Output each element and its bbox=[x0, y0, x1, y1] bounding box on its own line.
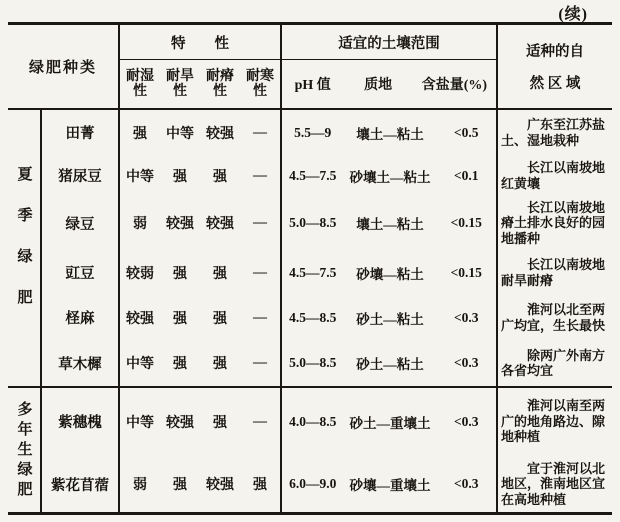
salt-content: <0.3 bbox=[453, 413, 479, 429]
section-group-label-cell bbox=[8, 388, 42, 513]
section-group-label: 夏季绿肥 bbox=[15, 166, 32, 330]
soil-texture: 砂壤—重壤土 bbox=[349, 478, 431, 493]
crop-name: 紫穗槐 bbox=[42, 388, 120, 455]
region-text: 长江以南坡地红黄壤 bbox=[501, 160, 606, 191]
region-text: 淮河以北至两广均宜，生长最快 bbox=[501, 302, 606, 333]
trait-moisture: 中等 bbox=[126, 357, 154, 373]
crop-name: 绿豆 bbox=[42, 195, 120, 251]
trait-values bbox=[120, 195, 282, 251]
trait-drought: 强 bbox=[173, 266, 187, 282]
region-cell bbox=[498, 251, 612, 295]
trait-drought: 强 bbox=[173, 311, 187, 327]
region-cell bbox=[498, 388, 612, 455]
salt-content: <0.3 bbox=[453, 309, 479, 325]
trait-moisture: 强 bbox=[133, 126, 147, 142]
soil-values bbox=[282, 388, 498, 455]
ph-range: 5.0—8.5 bbox=[289, 355, 337, 371]
region-text: 淮河以南至两广的地角路边、隙地种植 bbox=[501, 398, 606, 445]
table-row-zihuamuxu bbox=[42, 455, 612, 513]
trait-barren: 强 bbox=[213, 266, 227, 282]
trait-drought: 中等 bbox=[166, 126, 194, 142]
region-cell bbox=[498, 340, 612, 386]
trait-moisture: 弱 bbox=[133, 217, 147, 233]
trait-barren: 较强 bbox=[206, 478, 234, 493]
ph-range: 5.5—9 bbox=[294, 124, 332, 140]
ph-range: 4.0—8.5 bbox=[289, 413, 337, 429]
header-col-cold-tolerance: 耐寒性 bbox=[246, 69, 274, 99]
trait-barren: 强 bbox=[213, 169, 227, 185]
trait-drought: 强 bbox=[173, 357, 187, 373]
trait-cold: — bbox=[253, 167, 267, 183]
trait-moisture: 中等 bbox=[126, 169, 154, 185]
region-text: 长江以南坡地耐旱耐瘠 bbox=[501, 257, 606, 288]
soil-texture: 砂壤土—粘土 bbox=[349, 169, 431, 185]
ph-range: 5.0—8.5 bbox=[289, 215, 337, 231]
trait-drought: 较强 bbox=[166, 217, 194, 233]
header-soil-subrow bbox=[282, 60, 496, 108]
header-region-line1: 适种的自 bbox=[526, 44, 584, 60]
trait-values bbox=[120, 455, 282, 513]
ph-range: 6.0—9.0 bbox=[289, 476, 337, 491]
trait-drought: 强 bbox=[173, 169, 187, 185]
header-traits-subrow bbox=[120, 60, 280, 108]
region-text: 除两广外南方各省均宜 bbox=[501, 347, 606, 379]
trait-cold: — bbox=[253, 124, 267, 140]
crop-name: 豇豆 bbox=[42, 251, 120, 295]
section-rows bbox=[42, 388, 612, 513]
trait-values bbox=[120, 156, 282, 196]
header-traits-title: 特 性 bbox=[120, 25, 280, 60]
continued-marker: (续) bbox=[558, 6, 588, 23]
trait-cold: — bbox=[253, 309, 267, 325]
crop-name: 紫花苜蓿 bbox=[42, 455, 120, 513]
ph-range: 4.5—8.5 bbox=[289, 309, 337, 325]
trait-moisture: 较弱 bbox=[126, 266, 154, 282]
salt-content: <0.5 bbox=[453, 124, 479, 140]
soil-values bbox=[282, 251, 498, 295]
salt-content: <0.3 bbox=[453, 476, 479, 491]
soil-texture: 砂土—粘土 bbox=[356, 311, 424, 327]
header-soil-title: 适宜的土壤范围 bbox=[282, 25, 496, 60]
trait-cold: 强 bbox=[253, 478, 267, 493]
region-cell bbox=[498, 195, 612, 251]
header-col-moisture-tolerance: 耐湿性 bbox=[126, 69, 154, 99]
trait-cold: — bbox=[253, 355, 267, 371]
trait-drought: 强 bbox=[173, 478, 187, 493]
region-text: 宜于淮河以北地区，淮南地区宜在高地种植 bbox=[501, 460, 606, 507]
table-row-zisuihuai bbox=[42, 388, 612, 455]
trait-values bbox=[120, 388, 282, 455]
trait-values bbox=[120, 251, 282, 295]
salt-content: <0.15 bbox=[450, 264, 482, 280]
soil-texture: 砂土—重壤土 bbox=[349, 415, 431, 431]
table-row-lvdou bbox=[42, 195, 612, 251]
region-cell bbox=[498, 156, 612, 196]
header-region-line2: 然 区 域 bbox=[529, 76, 581, 92]
region-cell bbox=[498, 295, 612, 341]
table-row-chengma bbox=[42, 295, 612, 341]
soil-texture: 砂土—粘土 bbox=[356, 357, 424, 373]
trait-values bbox=[120, 340, 282, 386]
soil-texture: 壤土—粘土 bbox=[356, 126, 424, 142]
header-species: 绿肥种类 bbox=[8, 25, 120, 108]
trait-barren: 较强 bbox=[206, 217, 234, 233]
trait-cold: — bbox=[253, 215, 267, 231]
soil-values bbox=[282, 156, 498, 196]
section-perennial-green-manure bbox=[8, 388, 612, 513]
header-col-salt: 含盐量(%) bbox=[421, 78, 488, 93]
header-col-ph: pH 值 bbox=[294, 78, 331, 93]
crop-name: 猪尿豆 bbox=[42, 156, 120, 196]
region-cell bbox=[498, 455, 612, 513]
soil-texture: 壤土—粘土 bbox=[356, 217, 424, 233]
trait-moisture: 中等 bbox=[126, 415, 154, 431]
trait-drought: 较强 bbox=[166, 415, 194, 431]
ph-range: 4.5—7.5 bbox=[289, 264, 337, 280]
trait-cold: — bbox=[253, 264, 267, 280]
salt-content: <0.15 bbox=[450, 215, 482, 231]
trait-barren: 强 bbox=[213, 415, 227, 431]
header-region bbox=[498, 25, 612, 108]
soil-values bbox=[282, 195, 498, 251]
trait-moisture: 弱 bbox=[133, 478, 147, 493]
soil-values bbox=[282, 340, 498, 386]
soil-values bbox=[282, 455, 498, 513]
crop-name: 草木樨 bbox=[42, 340, 120, 386]
header-col-texture: 质地 bbox=[364, 78, 393, 93]
trait-values bbox=[120, 295, 282, 341]
region-cell bbox=[498, 110, 612, 156]
trait-barren: 强 bbox=[213, 357, 227, 373]
trait-cold: — bbox=[253, 413, 267, 429]
table-row-caomuxi bbox=[42, 340, 612, 386]
trait-barren: 较强 bbox=[206, 126, 234, 142]
region-text: 广东至江苏盐土、湿地栽种 bbox=[501, 117, 606, 148]
table-header bbox=[8, 25, 612, 110]
header-col-barren-tolerance: 耐瘠性 bbox=[206, 69, 234, 99]
crop-name: 田菁 bbox=[42, 110, 120, 156]
salt-content: <0.3 bbox=[453, 355, 479, 371]
section-group-label: 多年生绿肥 bbox=[15, 400, 32, 501]
section-summer-green-manure bbox=[8, 110, 612, 388]
soil-values bbox=[282, 295, 498, 341]
section-rows bbox=[42, 110, 612, 386]
salt-content: <0.1 bbox=[453, 167, 479, 183]
green-manure-table bbox=[8, 22, 612, 515]
soil-texture: 砂壤—粘土 bbox=[356, 266, 424, 282]
crop-name: 柽麻 bbox=[42, 295, 120, 341]
ph-range: 4.5—7.5 bbox=[289, 167, 337, 183]
trait-barren: 强 bbox=[213, 311, 227, 327]
soil-values bbox=[282, 110, 498, 156]
trait-values bbox=[120, 110, 282, 156]
region-text: 长江以南坡地瘠土排水良好的园地播种 bbox=[501, 199, 606, 246]
trait-moisture: 较强 bbox=[126, 311, 154, 327]
header-col-drought-tolerance: 耐旱性 bbox=[166, 69, 194, 99]
table-row-tianjing bbox=[42, 110, 612, 156]
header-traits-group bbox=[120, 25, 282, 108]
table-row-zhuniaodou bbox=[42, 156, 612, 196]
section-group-label-cell bbox=[8, 110, 42, 386]
table-row-jiangdou bbox=[42, 251, 612, 295]
header-soil-group bbox=[282, 25, 498, 108]
